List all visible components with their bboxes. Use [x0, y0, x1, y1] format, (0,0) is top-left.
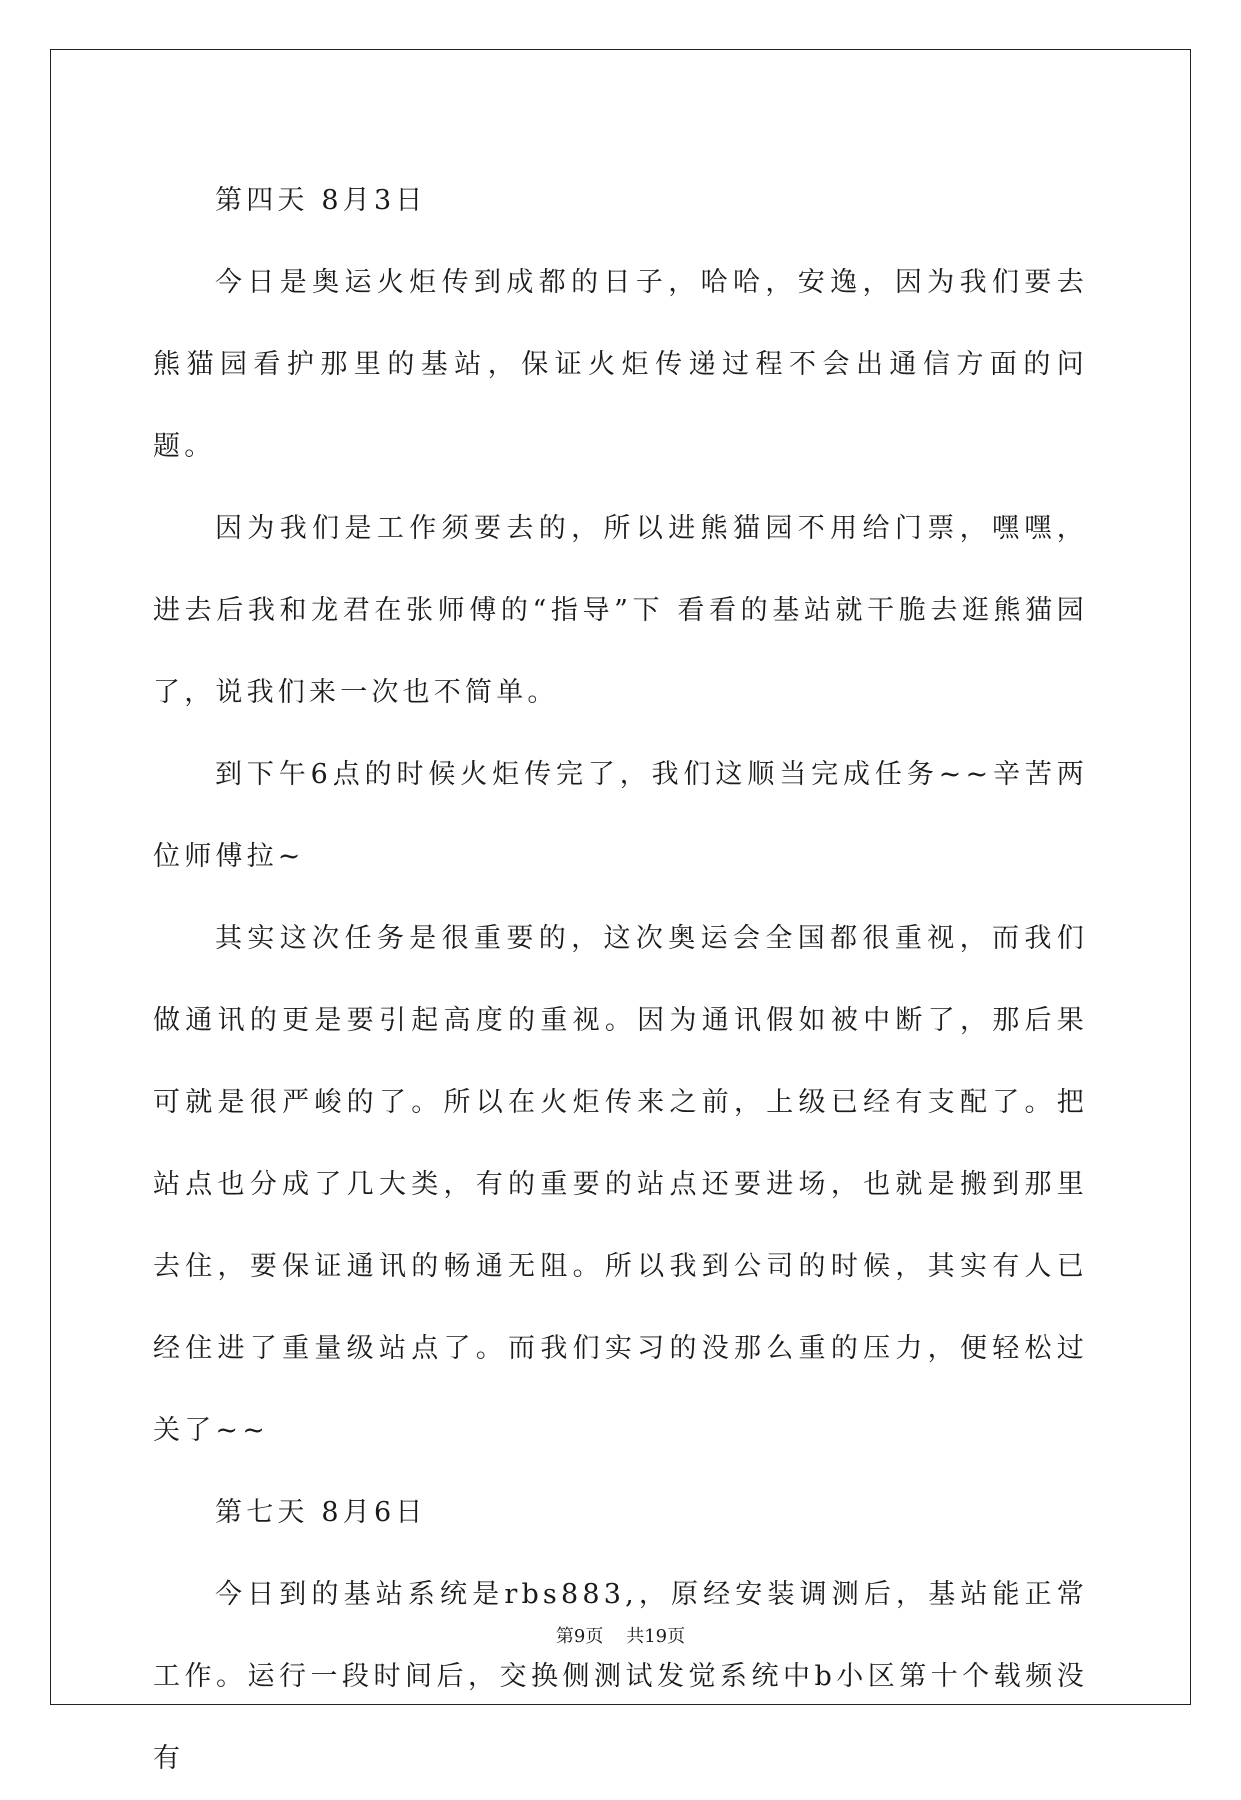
page-number: 第9页: [555, 1626, 604, 1647]
paragraph-task-complete: 到下午6点的时候火炬传完了，我们这顺当完成任务~~辛苦两位师傅拉~: [153, 759, 1088, 872]
heading-day-seven: 第七天 8月6日: [215, 1497, 427, 1528]
paragraph-torch-relay: 今日是奥运火炬传到成都的日子，哈哈，安逸，因为我们要去熊猫园看护那里的基站，保证火炬传递过程不会出通信方面的问题。: [153, 267, 1088, 462]
document-body: [153, 160, 1088, 1800]
page-footer: [0, 1622, 1241, 1648]
heading-day-four: 第四天 8月3日: [215, 185, 427, 216]
paragraph-base-station: 今日到的基站系统是rbs883,，原经安装调测后，基站能正常工作。运行一段时间后，交换侧测试发觉系统中b小区第十个载频没有: [153, 1579, 1088, 1774]
paragraph-panda-park: 因为我们是工作须要去的，所以进熊猫园不用给门票，嘿嘿，进去后我和龙君在张师傅的“指导”下 看看的基站就干脆去逛熊猫园了，说我们来一次也不简单。: [153, 513, 1088, 708]
page-total: 共19页: [626, 1626, 686, 1647]
paragraph-importance: 其实这次任务是很重要的，这次奥运会全国都很重视，而我们做通讯的更是要引起高度的重视。因为通讯假如被中断了，那后果可就是很严峻的了。所以在火炬传来之前，上级已经有支配了。把站点也分成了几大类，有的重要的站点还要进场，也就是搬到那里去住，要保证通讯的畅通无阻。所以我到公司的时候，其实有人已经住进了重量级站点了。而我们实习的没那么重的压力，便轻松过关了~~: [153, 923, 1088, 1446]
